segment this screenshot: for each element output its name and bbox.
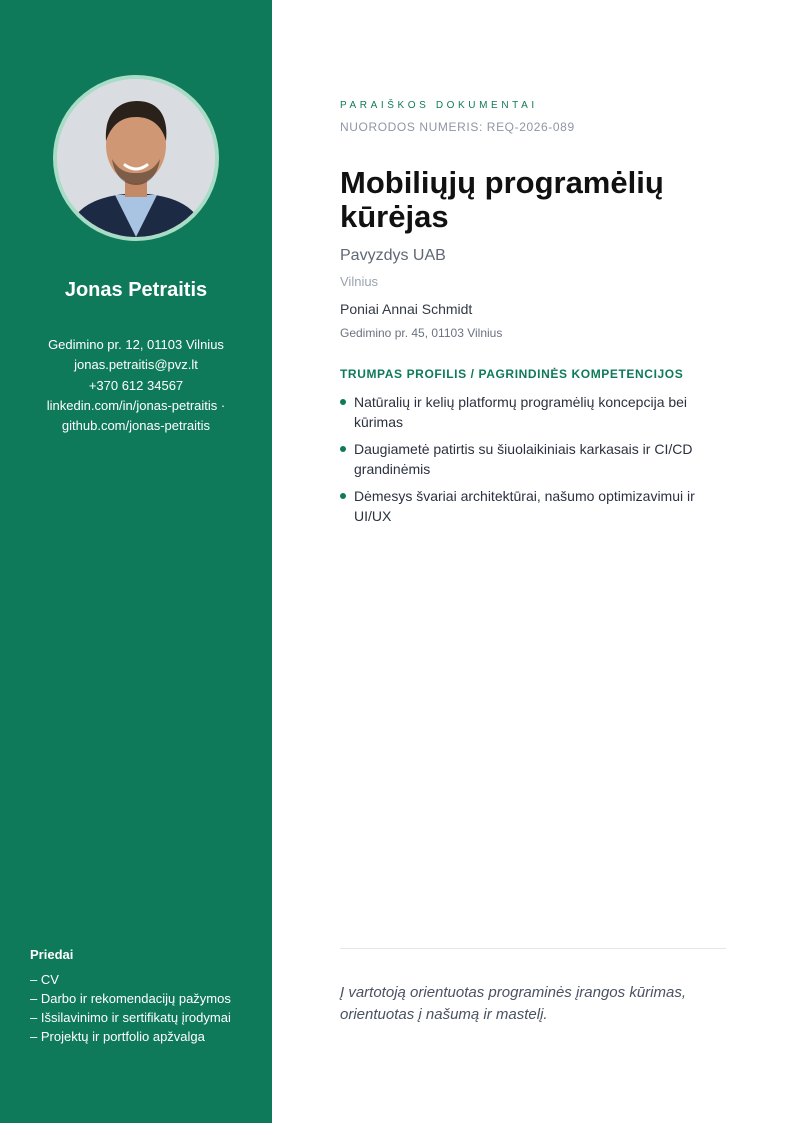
list-item [340, 439, 726, 479]
contact-github[interactable]: github.com/jonas-petraitis [61, 418, 211, 434]
sidebar [0, 0, 272, 1123]
company-city: Vilnius [340, 274, 379, 289]
list-item [340, 392, 726, 432]
bullet-icon [340, 446, 346, 452]
contact-phone[interactable]: +370 612 34567 [88, 377, 184, 393]
profile-photo [57, 79, 215, 237]
contact-email[interactable]: jonas.petraitis@pvz.lt [74, 357, 198, 373]
recipient-name: Poniai Annai Schmidt [340, 301, 473, 317]
contact-address: Gedimino pr. 12, 01103 Vilnius [48, 337, 224, 352]
list-item-text: Dėmesys švariai architektūrai, našumo optimizavimui ir UI/UX [354, 488, 695, 524]
reference-number: NUORODOS NUMERIS: REQ-2026-089 [340, 120, 575, 134]
attachment-item: – Išsilavinimo ir sertifikatų įrodymai [30, 1010, 231, 1025]
contact-linkedin[interactable]: linkedin.com/in/jonas-petraitis · [46, 397, 226, 413]
competency-list [340, 392, 726, 533]
applicant-name: Jonas Petraitis [64, 279, 208, 301]
recipient-address: Gedimino pr. 45, 01103 Vilnius [340, 326, 503, 340]
company-name: Pavyzdys UAB [340, 247, 446, 264]
profile-section-title: TRUMPAS PROFILIS / PAGRINDINĖS KOMPETENCIJOS [340, 367, 684, 381]
tagline: Į vartotoją orientuotas programinės įrangos kūrimas, orientuotas į našumą ir mastelį. [340, 984, 686, 1023]
document-kicker: PARAIŠKOS DOKUMENTAI [340, 100, 538, 111]
list-item [340, 486, 726, 526]
footer-divider [340, 948, 726, 949]
bullet-icon [340, 493, 346, 499]
job-title: Mobiliųjų programėlių kūrėjas [340, 165, 664, 234]
attachment-item: – Projektų ir portfolio apžvalga [30, 1029, 205, 1044]
attachment-item: – CV [30, 972, 59, 987]
avatar [53, 75, 219, 241]
attachment-item: – Darbo ir rekomendacijų pažymos [30, 991, 231, 1006]
list-item-text: Natūralių ir kelių platformų programėlių koncepcija bei kūrimas [354, 394, 688, 430]
list-item-text: Daugiametė patirtis su šiuolaikiniais karkasais ir CI/CD grandinėmis [354, 441, 693, 477]
contact-block [20, 335, 252, 436]
attachments-section [30, 947, 260, 1046]
attachments-title: Priedai [30, 947, 74, 962]
bullet-icon [340, 399, 346, 405]
